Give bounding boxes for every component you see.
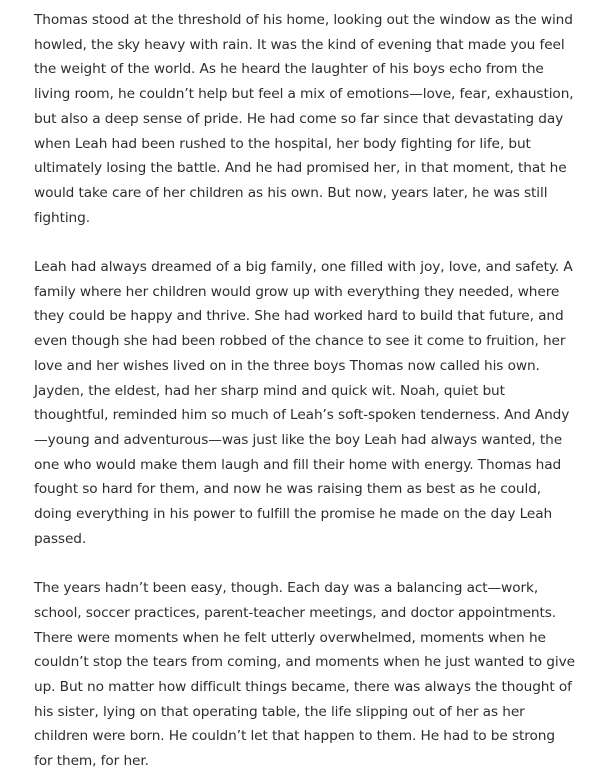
paragraph: The years hadn’t been easy, though. Each day was a balancing act—work, school, soccer practices, parent-teacher meetings, and doctor appointments. There were moments when he felt utterly overwhelmed, moments when he couldn’t stop the tears from coming, and moments when he just wanted to give up. But no matter how difficult things became, there was always the thought of his sister, lying on that operating table, the life slipping out of her as her children were born. He couldn’t let that happen to them. He had to be strong for them, for her. — [34, 580, 575, 770]
story-text — [34, 8, 576, 774]
paragraph: Leah had always dreamed of a big family, one filled with joy, love, and safety. A family where her children would grow up with everything they needed, where they could be happy and thrive. She had worked hard to build that future, and even though she had been robbed of the chance to see it come to fruition, her love and her wishes lived on in the three boys Thomas now called his own. Jayden, the eldest, had her sharp mind and quick wit. Noah, quiet but thoughtful, reminded him so much of Leah’s soft-spoken tenderness. And Andy—young and adventurous—was just like the boy Leah had always wanted, the one who would make them laugh and fill their home with energy. Thomas had fought so hard for them, and now he was raising them as best as he could, doing everything in his power to fulfill the promise he made on the day Leah passed. — [34, 259, 573, 547]
paragraph: Thomas stood at the threshold of his home, looking out the window as the wind howled, the sky heavy with rain. It was the kind of evening that made you feel the weight of the world. As he heard the laughter of his boys echo from the living room, he couldn’t help but feel a mix of emotions—love, fear, exhaustion, but also a deep sense of pride. He had come so far since that devastating day when Leah had been rushed to the hospital, her body fighting for life, but ultimately losing the battle. And he had promised her, in that moment, that he would take care of her children as his own. But now, years later, he was still fighting. — [34, 12, 574, 226]
